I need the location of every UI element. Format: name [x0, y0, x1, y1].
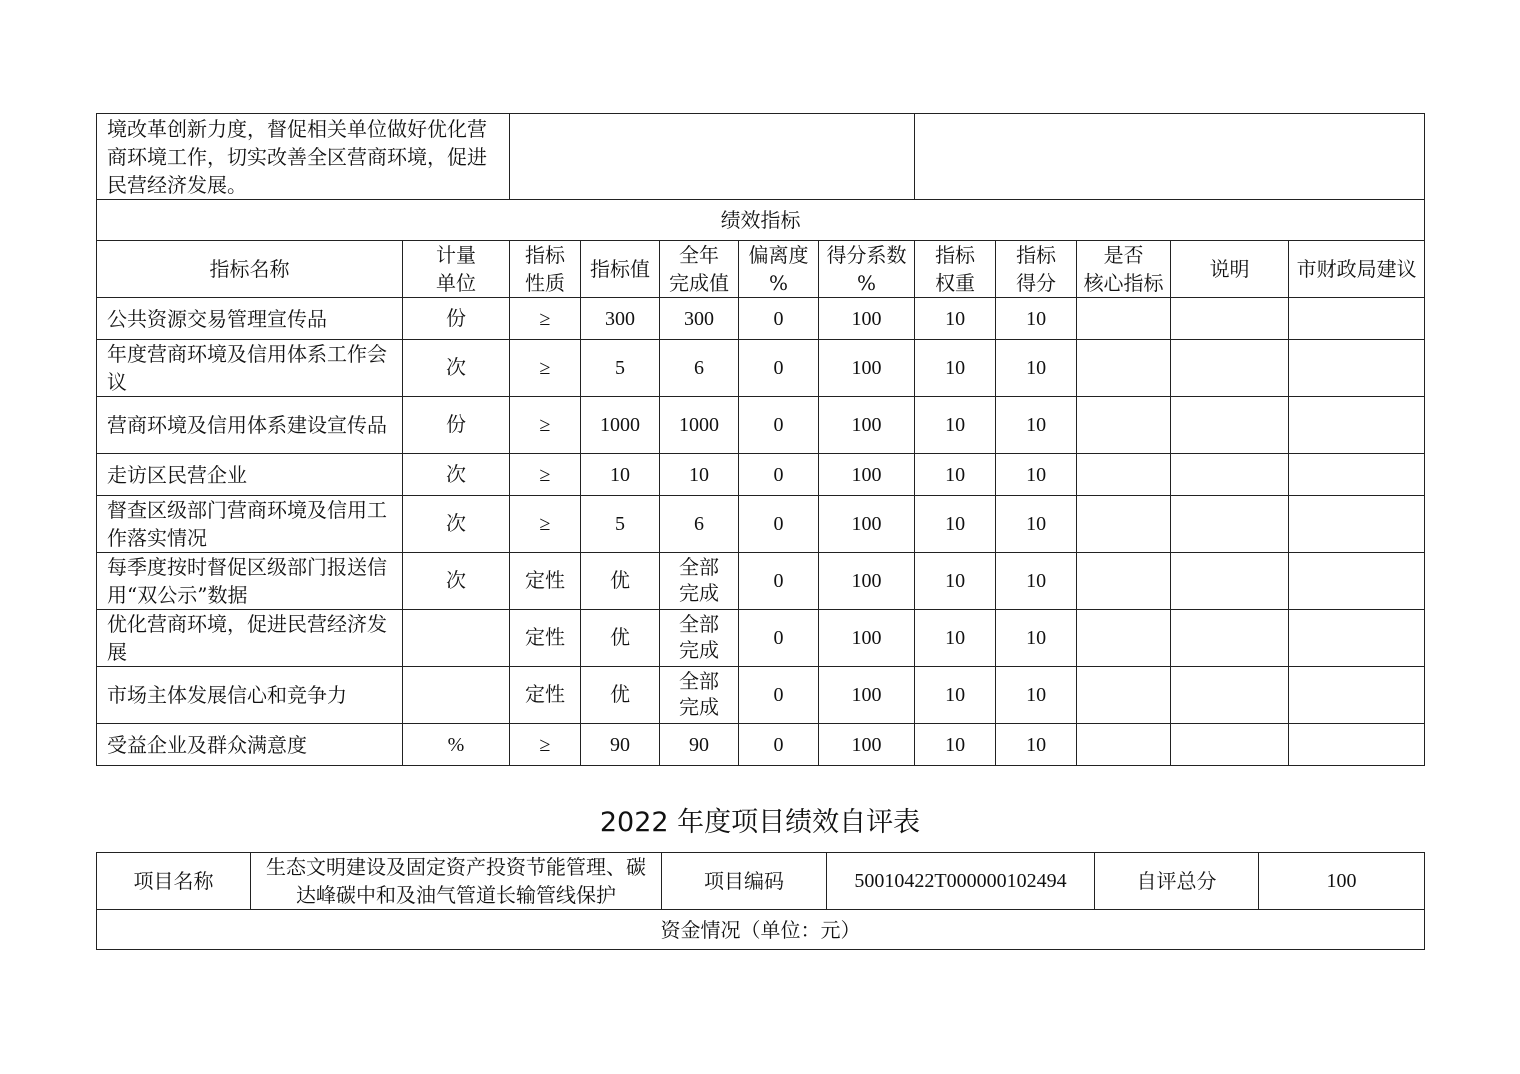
header-weight-line: 指标 — [935, 243, 976, 267]
project-code-label: 项目编码 — [662, 853, 827, 910]
cell-unit — [403, 610, 510, 667]
cell-note — [1171, 496, 1289, 553]
objective-blank-cell-1 — [510, 114, 915, 200]
table-row — [97, 454, 1425, 496]
header-score-line: 指标 — [1016, 243, 1057, 267]
cell-advice — [1289, 397, 1425, 454]
cell-unit: 次 — [403, 454, 510, 496]
cell-note — [1171, 610, 1289, 667]
cell-deviation: 0 — [739, 496, 819, 553]
header-score — [996, 241, 1077, 298]
objective-row — [97, 114, 1425, 200]
cell-note — [1171, 298, 1289, 340]
cell-actual-line: 完成 — [679, 583, 719, 605]
cell-actual: 90 — [660, 724, 739, 766]
header-deviation — [739, 241, 819, 298]
project-name-label: 项目名称 — [97, 853, 251, 910]
header-core-line: 是否 — [1103, 243, 1144, 267]
header-name-line: 指标名称 — [209, 257, 290, 281]
cell-actual: 300 — [660, 298, 739, 340]
form-title: 2022 年度项目绩效自评表 — [599, 807, 921, 838]
cell-name: 每季度按时督促区级部门报送信用“双公示”数据 — [97, 553, 403, 610]
cell-deviation: 0 — [739, 340, 819, 397]
cell-target: 90 — [581, 724, 660, 766]
header-unit — [403, 241, 510, 298]
cell-actual-line: 完成 — [679, 697, 719, 719]
cell-target: 优 — [581, 553, 660, 610]
cell-actual-line: 全部 — [679, 671, 719, 693]
performance-table — [96, 113, 1425, 766]
header-target — [581, 241, 660, 298]
cell-unit: 次 — [403, 553, 510, 610]
cell-score: 10 — [996, 397, 1077, 454]
cell-actual: 10 — [660, 454, 739, 496]
cell-advice — [1289, 553, 1425, 610]
header-nature-line: 性质 — [525, 271, 565, 295]
cell-weight: 10 — [915, 340, 996, 397]
self-score-label: 自评总分 — [1095, 853, 1259, 910]
header-row — [97, 241, 1425, 298]
cell-deviation: 0 — [739, 298, 819, 340]
cell-name: 市场主体发展信心和竞争力 — [97, 667, 403, 724]
cell-name: 公共资源交易管理宣传品 — [97, 298, 403, 340]
self-score-value: 100 — [1259, 853, 1425, 910]
cell-core — [1077, 610, 1171, 667]
cell-nature: ≥ — [510, 340, 581, 397]
project-name-value: 生态文明建设及固定资产投资节能管理、碳达峰碳中和及油气管道长输管线保护 — [251, 853, 662, 910]
cell-deviation: 0 — [739, 454, 819, 496]
cell-advice — [1289, 298, 1425, 340]
cell-nature: 定性 — [510, 667, 581, 724]
cell-core — [1077, 724, 1171, 766]
header-weight — [915, 241, 996, 298]
header-advice-line: 市财政局建议 — [1296, 257, 1417, 281]
cell-name: 督查区级部门营商环境及信用工作落实情况 — [97, 496, 403, 553]
cell-target: 优 — [581, 667, 660, 724]
cell-core — [1077, 340, 1171, 397]
cell-advice — [1289, 496, 1425, 553]
performance-section-title: 绩效指标 — [97, 200, 1425, 241]
header-actual — [660, 241, 739, 298]
cell-weight: 10 — [915, 610, 996, 667]
header-note — [1171, 241, 1289, 298]
section-title-row — [97, 200, 1425, 241]
table-row — [97, 340, 1425, 397]
table-row — [97, 610, 1425, 667]
header-name — [97, 241, 403, 298]
header-nature — [510, 241, 581, 298]
cell-nature: 定性 — [510, 610, 581, 667]
header-actual-line: 全年 — [679, 243, 719, 267]
cell-weight: 10 — [915, 454, 996, 496]
cell-actual — [660, 553, 739, 610]
funding-label: 资金情况（单位：元） — [97, 910, 1425, 950]
cell-coef: 100 — [819, 340, 915, 397]
cell-nature: ≥ — [510, 298, 581, 340]
cell-nature: 定性 — [510, 553, 581, 610]
cell-unit — [403, 667, 510, 724]
cell-deviation: 0 — [739, 610, 819, 667]
cell-core — [1077, 298, 1171, 340]
cell-actual — [660, 610, 739, 667]
cell-advice — [1289, 610, 1425, 667]
table-row — [97, 667, 1425, 724]
cell-weight: 10 — [915, 397, 996, 454]
cell-coef: 100 — [819, 397, 915, 454]
funding-row — [97, 910, 1425, 950]
header-advice — [1289, 241, 1425, 298]
cell-weight: 10 — [915, 496, 996, 553]
header-score-line: 得分 — [1016, 271, 1057, 295]
cell-nature: ≥ — [510, 454, 581, 496]
cell-deviation: 0 — [739, 397, 819, 454]
cell-actual: 6 — [660, 340, 739, 397]
cell-score: 10 — [996, 553, 1077, 610]
cell-deviation: 0 — [739, 667, 819, 724]
cell-note — [1171, 724, 1289, 766]
cell-actual: 1000 — [660, 397, 739, 454]
cell-advice — [1289, 724, 1425, 766]
objective-text-cell — [97, 114, 510, 200]
cell-unit: 次 — [403, 340, 510, 397]
cell-score: 10 — [996, 610, 1077, 667]
cell-coef: 100 — [819, 496, 915, 553]
table-row — [97, 397, 1425, 454]
header-actual-line: 完成值 — [669, 271, 729, 295]
header-coef — [819, 241, 915, 298]
cell-name: 营商环境及信用体系建设宣传品 — [97, 397, 403, 454]
cell-unit: 份 — [403, 298, 510, 340]
cell-core — [1077, 397, 1171, 454]
cell-score: 10 — [996, 724, 1077, 766]
cell-core — [1077, 496, 1171, 553]
cell-weight: 10 — [915, 724, 996, 766]
cell-target: 10 — [581, 454, 660, 496]
cell-unit: 次 — [403, 496, 510, 553]
cell-score: 10 — [996, 340, 1077, 397]
cell-score: 10 — [996, 496, 1077, 553]
cell-coef: 100 — [819, 724, 915, 766]
cell-target: 1000 — [581, 397, 660, 454]
cell-advice — [1289, 667, 1425, 724]
cell-nature: ≥ — [510, 496, 581, 553]
cell-actual-line: 全部 — [679, 614, 719, 636]
cell-advice — [1289, 454, 1425, 496]
cell-core — [1077, 553, 1171, 610]
cell-advice — [1289, 340, 1425, 397]
cell-weight: 10 — [915, 667, 996, 724]
header-coef-line: 得分系数 — [826, 243, 907, 267]
project-info-row — [97, 853, 1425, 910]
cell-name: 年度营商环境及信用体系工作会议 — [97, 340, 403, 397]
cell-target: 5 — [581, 340, 660, 397]
header-weight-line: 权重 — [935, 271, 976, 295]
header-target-line: 指标值 — [590, 257, 650, 281]
cell-note — [1171, 553, 1289, 610]
cell-unit: % — [403, 724, 510, 766]
cell-actual: 6 — [660, 496, 739, 553]
table-row — [97, 298, 1425, 340]
cell-nature: ≥ — [510, 724, 581, 766]
project-info-table — [96, 852, 1425, 950]
cell-score: 10 — [996, 667, 1077, 724]
cell-nature: ≥ — [510, 397, 581, 454]
cell-core — [1077, 454, 1171, 496]
objective-blank-cell-2 — [915, 114, 1425, 200]
cell-note — [1171, 397, 1289, 454]
header-deviation-line: 偏离度 — [748, 243, 809, 267]
cell-coef: 100 — [819, 298, 915, 340]
cell-actual-line: 完成 — [679, 640, 719, 662]
header-core — [1077, 241, 1171, 298]
cell-core — [1077, 667, 1171, 724]
header-coef-line: % — [857, 271, 877, 295]
header-unit-line: 计量 — [436, 243, 476, 267]
cell-target: 优 — [581, 610, 660, 667]
project-code-value: 50010422T000000102494 — [827, 853, 1095, 910]
cell-score: 10 — [996, 298, 1077, 340]
header-unit-line: 单位 — [436, 271, 476, 295]
cell-coef: 100 — [819, 667, 915, 724]
cell-weight: 10 — [915, 298, 996, 340]
header-core-line: 核心指标 — [1083, 271, 1164, 295]
cell-name: 走访区民营企业 — [97, 454, 403, 496]
cell-actual — [660, 667, 739, 724]
header-nature-line: 指标 — [525, 243, 565, 267]
objective-text: 境改革创新力度，督促相关单位做好优化营商环境工作，切实改善全区营商环境，促进民营经济发展。 — [107, 116, 487, 197]
cell-name: 受益企业及群众满意度 — [97, 724, 403, 766]
table-row — [97, 724, 1425, 766]
cell-score: 10 — [996, 454, 1077, 496]
table-row — [97, 553, 1425, 610]
cell-weight: 10 — [915, 553, 996, 610]
cell-note — [1171, 340, 1289, 397]
header-note-line: 说明 — [1209, 257, 1250, 281]
cell-unit: 份 — [403, 397, 510, 454]
cell-deviation: 0 — [739, 724, 819, 766]
cell-name: 优化营商环境，促进民营经济发展 — [97, 610, 403, 667]
cell-coef: 100 — [819, 553, 915, 610]
cell-coef: 100 — [819, 610, 915, 667]
header-deviation-line: % — [768, 271, 788, 295]
cell-note — [1171, 454, 1289, 496]
cell-note — [1171, 667, 1289, 724]
table-row — [97, 496, 1425, 553]
cell-coef: 100 — [819, 454, 915, 496]
cell-target: 300 — [581, 298, 660, 340]
cell-actual-line: 全部 — [679, 557, 719, 579]
cell-deviation: 0 — [739, 553, 819, 610]
cell-target: 5 — [581, 496, 660, 553]
